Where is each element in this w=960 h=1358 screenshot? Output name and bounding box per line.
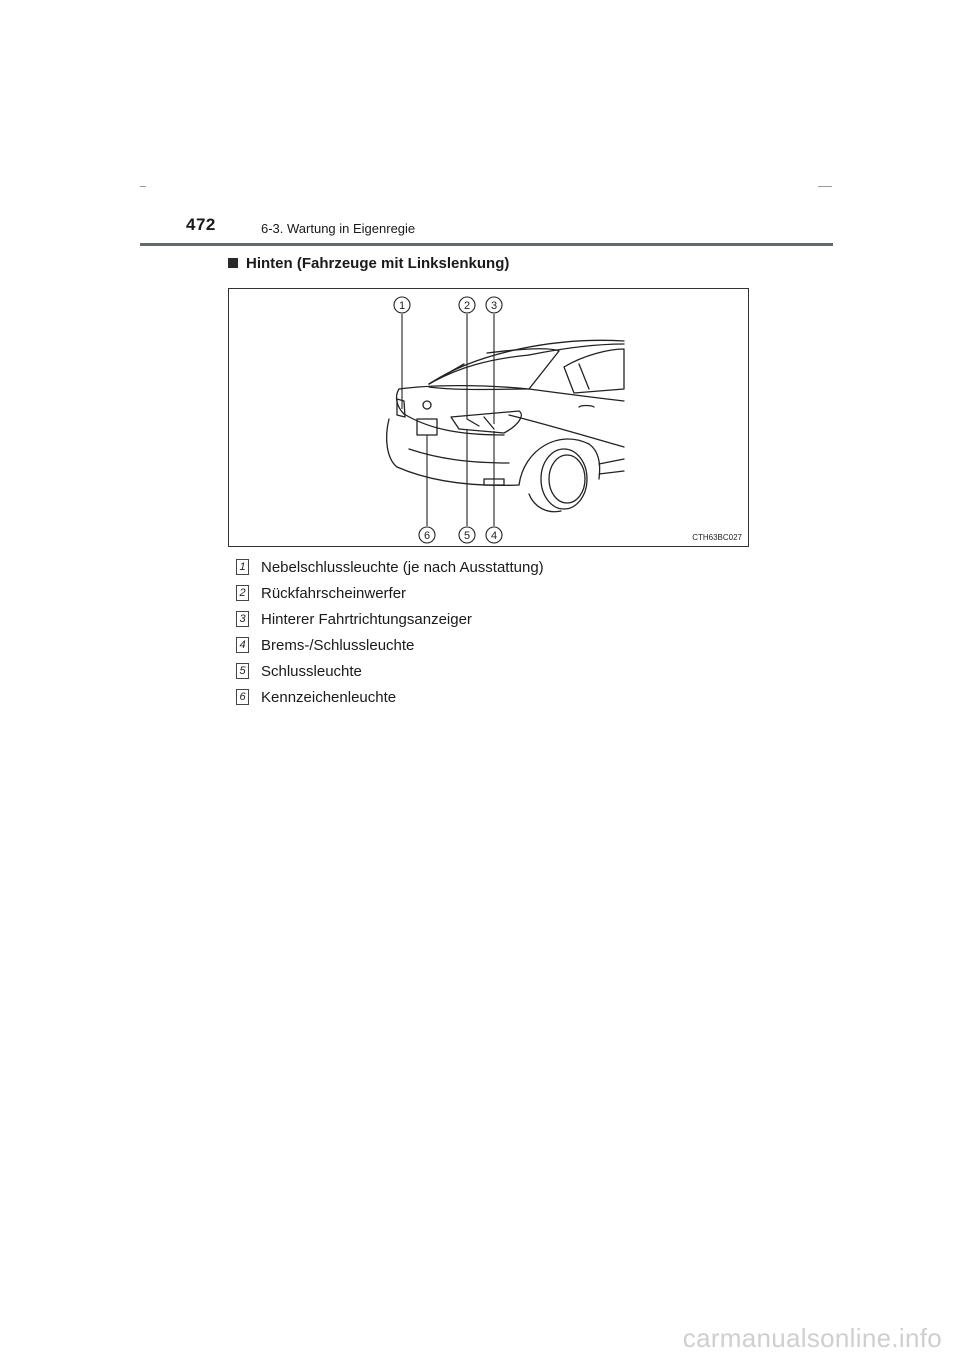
legend-list [236,554,544,710]
legend-text-1: Nebelschlussleuchte (je nach Ausstattung) [261,558,544,576]
car-rear-lights-figure [228,288,749,547]
car-rear-illustration [229,289,749,547]
callout-label-2: 2 [463,300,471,312]
callout-label-1: 1 [398,300,406,312]
callout-label-6: 6 [423,530,431,542]
legend-text-2: Rückfahrscheinwerfer [261,584,407,602]
legend-number-1: 1 [236,559,249,575]
legend-text-5: Schlussleuchte [261,662,362,680]
header-rule [140,243,833,246]
subheading-text: Hinten (Fahrzeuge mit Linkslenkung) [246,255,510,272]
legend-item [236,580,544,606]
legend-number-3: 3 [236,611,249,627]
crop-mark-right [818,186,832,187]
legend-number-5: 5 [236,663,249,679]
square-bullet-icon [228,258,238,268]
crop-mark-left [140,186,146,187]
legend-item [236,684,544,710]
figure-code: CTH63BC027 [692,533,742,542]
legend-text-6: Kennzeichenleuchte [261,688,397,706]
legend-number-6: 6 [236,689,249,705]
page-number: 472 [186,215,216,234]
legend-item [236,606,544,632]
section-title: 6-3. Wartung in Eigenregie [261,221,416,236]
legend-item [236,632,544,658]
legend-text-3: Hinterer Fahrtrichtungsanzeiger [261,610,472,628]
legend-item [236,554,544,580]
legend-number-2: 2 [236,585,249,601]
callout-label-4: 4 [490,530,498,542]
legend-item [236,658,544,684]
legend-text-4: Brems-/Schlussleuchte [261,636,415,654]
watermark: carmanualsonline.info [682,1323,942,1353]
callout-label-5: 5 [463,530,471,542]
subheading [228,255,509,272]
legend-number-4: 4 [236,637,249,653]
callout-label-3: 3 [490,300,498,312]
